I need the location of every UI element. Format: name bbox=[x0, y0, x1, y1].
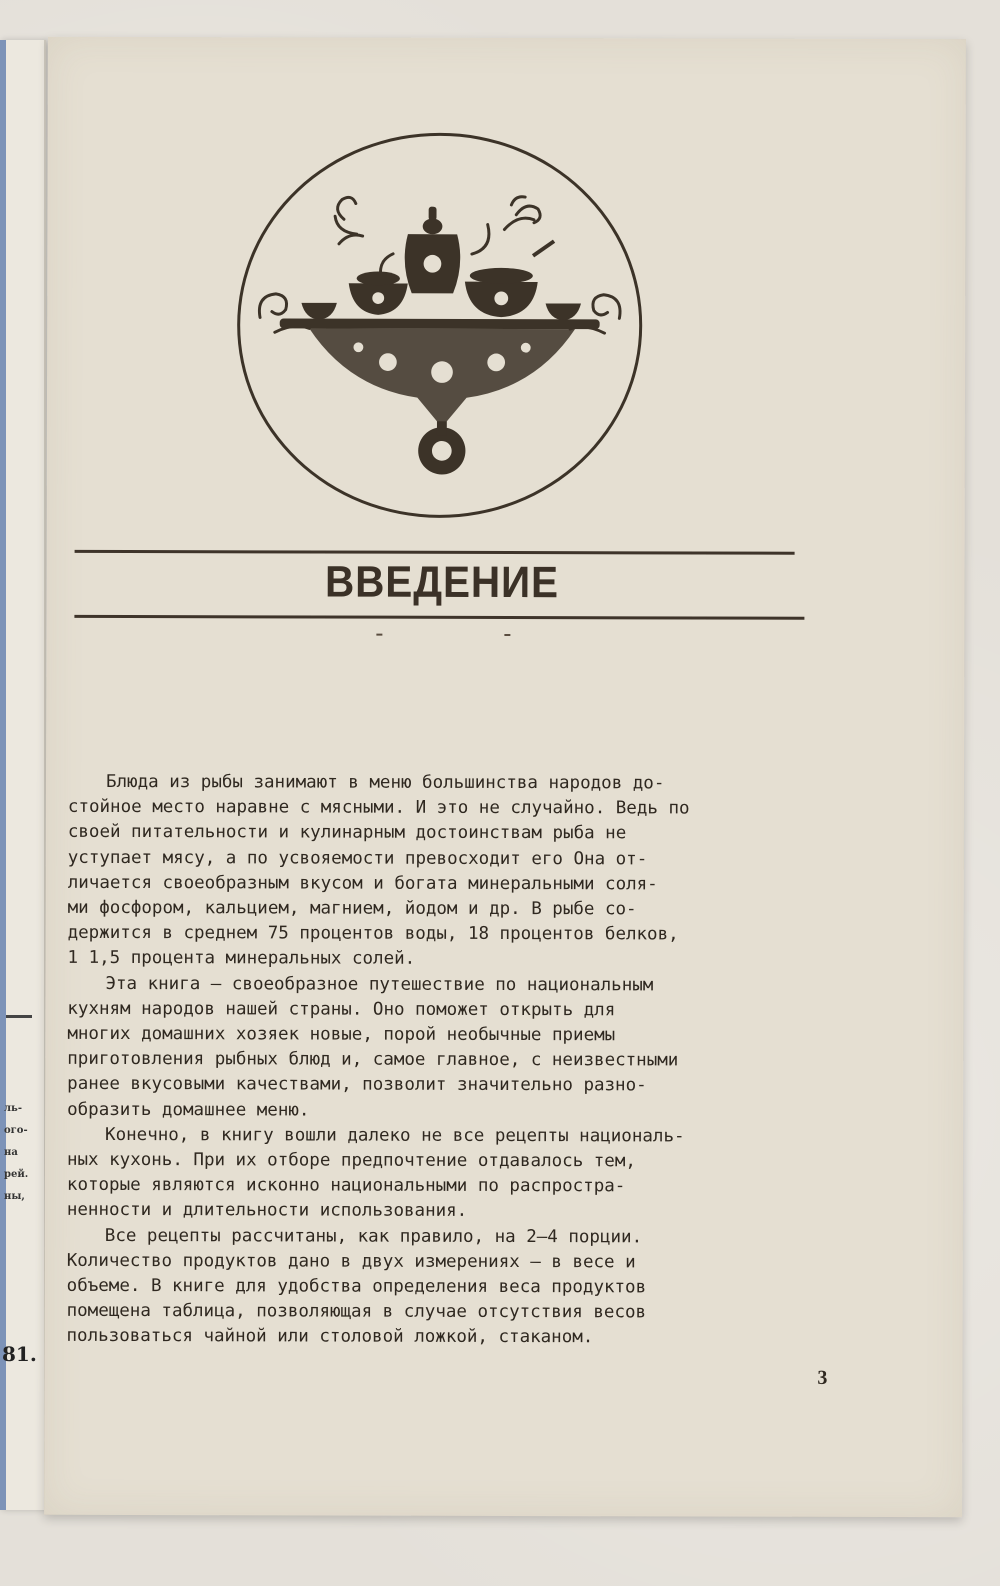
paragraph bbox=[66, 1224, 814, 1352]
tableware-ornament-icon bbox=[237, 132, 643, 518]
paragraph bbox=[67, 1123, 815, 1226]
left-page-dash bbox=[6, 1015, 32, 1018]
paragraph bbox=[67, 971, 815, 1124]
heading-rule-top bbox=[75, 550, 795, 555]
text-line: ранее вкусовыми качествами, позволит значительно разно- bbox=[67, 1074, 647, 1096]
page-number: 3 bbox=[817, 1366, 828, 1389]
text-line: Количество продуктов дано в двух измерениях — в весе и bbox=[66, 1250, 636, 1273]
text-line: многих домашних хозяек новые, порой необычные приемы bbox=[67, 1023, 616, 1046]
left-page-number: 81. bbox=[2, 1342, 37, 1366]
left-page-edge bbox=[0, 40, 46, 1510]
left-page-fragment: на bbox=[4, 1147, 18, 1158]
text-line: уступает мясу, а по усвояемости превосходит его Она от- bbox=[67, 847, 648, 869]
text-line: помещена таблица, позволяющая в случае отсутствия весов bbox=[66, 1301, 647, 1323]
text-line: своей питательности и кулинарным достоинствам рыба не bbox=[67, 822, 627, 844]
text-line: ных кухонь. При их отборе предпочтение отдавалось тем, bbox=[66, 1149, 636, 1172]
book-page bbox=[44, 37, 966, 1517]
text-line: ми фосфором, кальцием, магнием, йодом и др. В рыбе со- bbox=[67, 897, 637, 920]
print-specks bbox=[376, 634, 516, 638]
text-line: Конечно, в книгу вошли далеко не все рецепты националь- bbox=[105, 1124, 685, 1147]
left-page-fragment: ого- bbox=[4, 1125, 28, 1136]
left-page-cover-edge bbox=[0, 40, 6, 1510]
left-page-fragment: рей. bbox=[4, 1169, 29, 1180]
paragraph bbox=[67, 770, 816, 974]
heading-rule-bottom bbox=[74, 615, 804, 620]
left-page-fragment: ны, bbox=[4, 1191, 25, 1202]
text-line: которые являются исконно национальными по распростра- bbox=[66, 1175, 626, 1197]
text-line: Все рецепты рассчитаны, как правило, на 2—4 порции. bbox=[104, 1225, 643, 1248]
tableware-illustration bbox=[240, 135, 640, 515]
text-line: образить домашнее меню. bbox=[67, 1099, 310, 1121]
text-line: личается своеобразным вкусом и богата минеральными соля- bbox=[67, 872, 658, 895]
text-line: пользоваться чайной или столовой ложкой, стаканом. bbox=[66, 1326, 594, 1348]
text-line: держится в среднем 75 процентов воды, 18 процентов белков, bbox=[67, 923, 679, 945]
text-line: Блюда из рыбы занимают в меню большинства народов до- bbox=[105, 771, 665, 794]
text-line: кухням народов нашей страны. Оно поможет открыть для bbox=[67, 998, 616, 1021]
chapter-title: ВВЕДЕНИЕ bbox=[324, 557, 560, 608]
text-line: ненности и длительности использования. bbox=[66, 1200, 468, 1222]
left-page-fragment: ль- bbox=[4, 1103, 22, 1114]
text-line: приготовления рыбных блюд и, самое главное, с неизвестными bbox=[67, 1049, 679, 1071]
text-line: Эта книга — своеобразное путешествие по национальным bbox=[105, 973, 654, 996]
text-line: объеме. В книге для удобства определения веса продуктов bbox=[66, 1275, 647, 1298]
text-line: стойное место наравне с мясными. И это не случайно. Ведь по bbox=[67, 797, 690, 819]
intro-text bbox=[66, 770, 816, 1352]
text-line: 1 1,5 процента минеральных солей. bbox=[67, 948, 416, 970]
